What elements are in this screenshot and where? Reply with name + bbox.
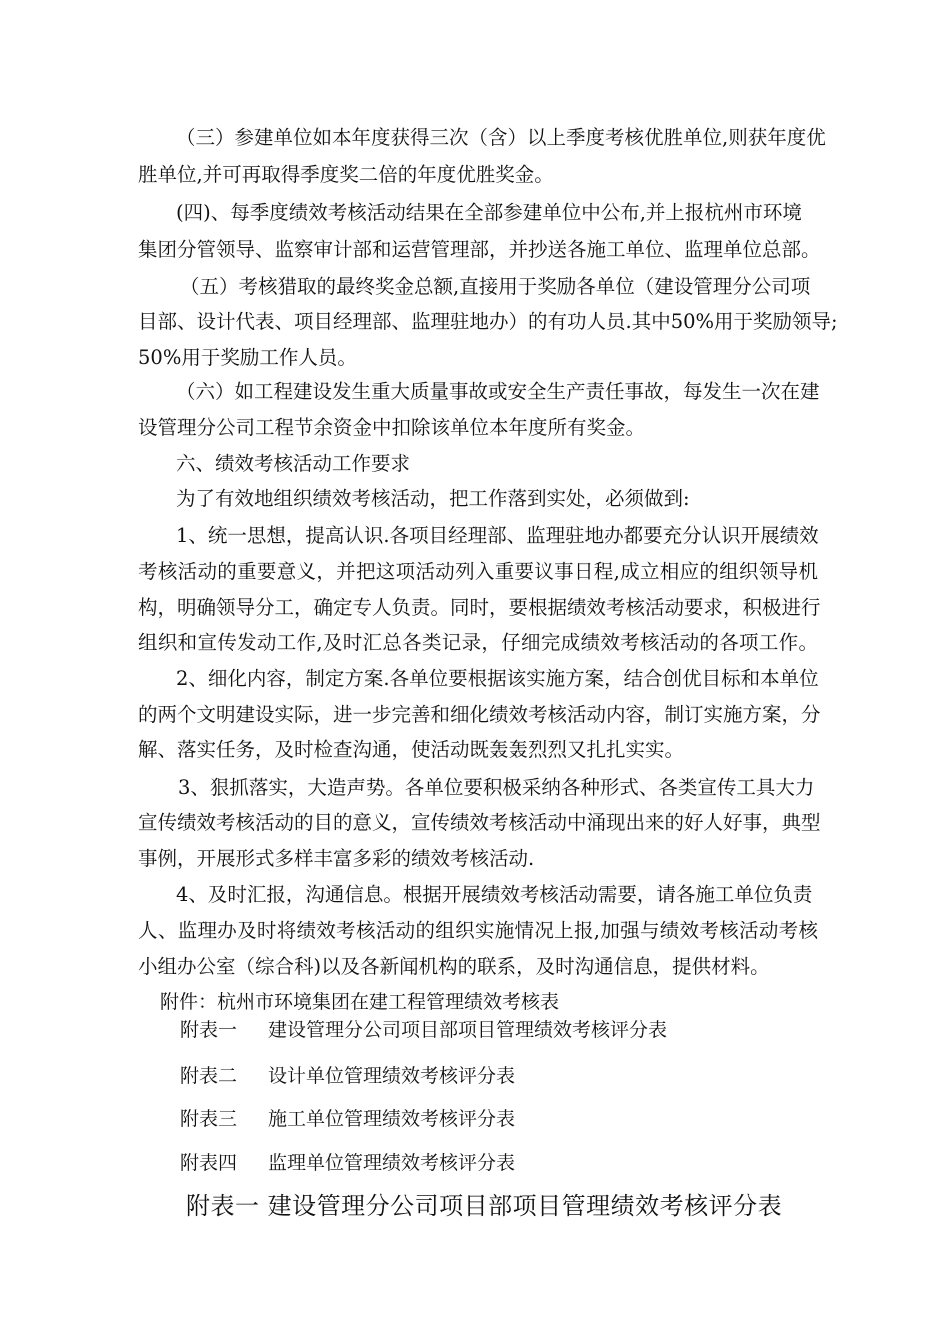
- section-title: 附表一 建设管理分公司项目部项目管理绩效考核评分表: [186, 1192, 783, 1220]
- attachment-row-2: [180, 1064, 780, 1090]
- item-1-line-3: 构，明确领导分工，确定专人负责。同时，要根据绩效考核活动要求，积极进行: [138, 596, 821, 619]
- attachment-title: 建设管理分公司项目部项目管理绩效考核评分表: [268, 1019, 668, 1041]
- attachment-label: 附表二: [180, 1065, 238, 1087]
- item-4-line-2: 人、监理办及时将绩效考核活动的组织实施情况上报,加强与绩效考核活动考核: [138, 919, 818, 942]
- item-3-line-3: 事例，开展形式多样丰富多彩的绩效考核活动.: [138, 847, 535, 870]
- item-1-line-4: 组织和宣传发动工作,及时汇总各类记录，仔细完成绩效考核活动的各项工作。: [138, 631, 818, 654]
- attachment-row-4: [180, 1151, 780, 1177]
- paragraph-6-line-1: （六）如工程建设发生重大质量事故或安全生产责任事故，每发生一次在建: [176, 380, 820, 403]
- attachment-title: 施工单位管理绩效考核评分表: [268, 1108, 516, 1130]
- item-4-line-3: 小组办公室（综合科)以及各新闻机构的联系，及时沟通信息，提供材料。: [138, 955, 770, 978]
- attachment-row-1: [180, 1018, 780, 1044]
- paragraph-3-line-1: （三）参建单位如本年度获得三次（含）以上季度考核优胜单位,则获年度优: [176, 126, 826, 149]
- item-2-line-1: 2、细化内容，制定方案.各单位要根据该实施方案，结合创优目标和本单位: [176, 667, 819, 690]
- paragraph-6-line-2: 设管理分公司工程节余资金中扣除该单位本年度所有奖金。: [138, 416, 646, 439]
- item-4-line-1: 4、及时汇报，沟通信息。根据开展绩效考核活动需要，请各施工单位负责: [176, 883, 813, 906]
- attachment-heading: 附件：杭州市环境集团在建工程管理绩效考核表: [160, 991, 560, 1013]
- section-6-heading: 六、绩效考核活动工作要求: [176, 452, 411, 475]
- paragraph-5-line-1: （五）考核猎取的最终奖金总额,直接用于奖励各单位（建设管理分公司项: [180, 275, 811, 298]
- attachment-label: 附表一: [180, 1019, 238, 1041]
- paragraph-5-line-3: 50%用于奖励工作人员。: [138, 346, 357, 369]
- item-3-line-1: 3、狠抓落实，大造声势。各单位要积极采纳各种形式、各类宣传工具大力: [178, 776, 815, 799]
- attachment-row-3: [180, 1107, 780, 1133]
- intro-line: 为了有效地组织绩效考核活动，把工作落到实处，必须做到:: [176, 487, 690, 510]
- item-2-line-2: 的两个文明建设实际，进一步完善和细化绩效考核活动内容，制订实施方案，分: [138, 703, 821, 726]
- item-3-line-2: 宣传绩效考核活动的目的意义，宣传绩效考核活动中涌现出来的好人好事，典型: [138, 811, 821, 834]
- item-1-line-2: 考核活动的重要意义，并把这项活动列入重要议事日程,成立相应的组织领导机: [138, 560, 818, 583]
- item-2-line-3: 解、落实任务，及时检查沟通，使活动既轰轰烈烈又扎扎实实。: [138, 738, 685, 761]
- attachment-label: 附表四: [180, 1152, 238, 1174]
- item-1-line-1: 1、统一思想，提高认识.各项目经理部、监理驻地办都要充分认识开展绩效: [176, 524, 819, 547]
- paragraph-3-line-2: 胜单位,并可再取得季度奖二倍的年度优胜奖金。: [138, 163, 554, 186]
- attachment-title: 设计单位管理绩效考核评分表: [268, 1065, 516, 1087]
- paragraph-5-line-2: 目部、设计代表、项目经理部、监理驻地办）的有功人员.其中50%用于奖励领导;: [138, 310, 838, 333]
- paragraph-4-line-1: (四)、每季度绩效考核活动结果在全部参建单位中公布,并上报杭州市环境: [176, 201, 802, 224]
- paragraph-4-line-2: 集团分管领导、监察审计部和运营管理部，并抄送各施工单位、监理单位总部。: [138, 238, 821, 261]
- attachment-title: 监理单位管理绩效考核评分表: [268, 1152, 516, 1174]
- attachment-label: 附表三: [180, 1108, 238, 1130]
